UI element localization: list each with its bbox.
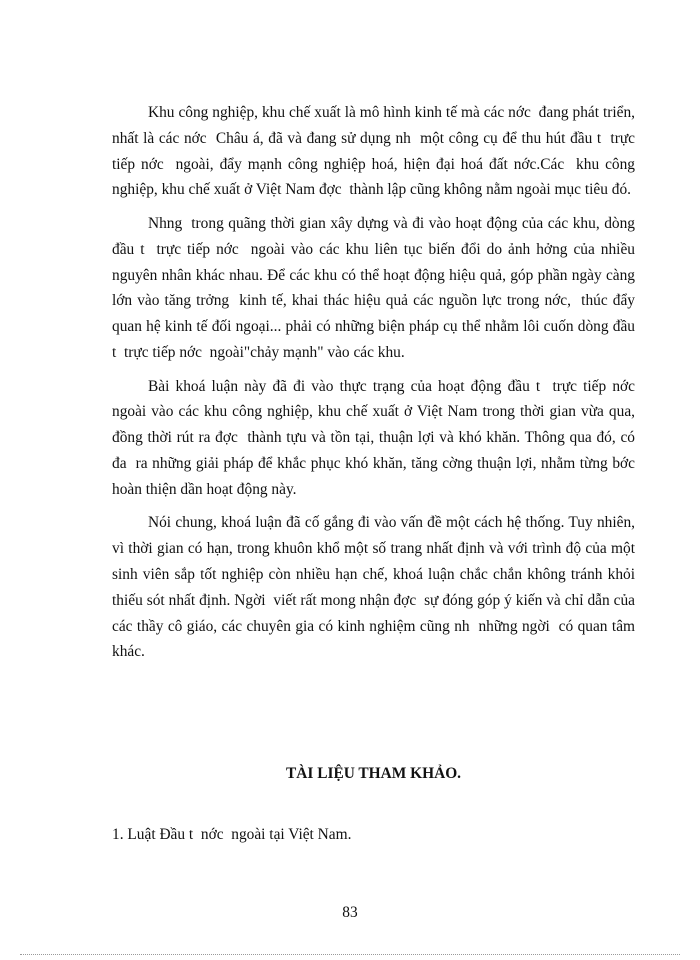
paragraph-4: Nói chung, khoá luận đã cố gắng đi vào vấn đề một cách hệ thống. Tuy nhiên, vì thời gian có hạn, trong khuôn khổ một số trang nhất định và với trình độ của một sinh viên sắp tốt nghiệp còn nhiều hạn chế, khoá luận chắc chắn không tránh khỏi thiếu sót nhất định. Ngời viết rất mong nhận đợc sự đóng góp ý kiến và chỉ dẫn của các thầy cô giáo, các chuyên gia có kinh nghiệm cũng nh những ngời có quan tâm khác. bbox=[112, 514, 639, 661]
paragraph-1: Khu công nghiệp, khu chế xuất là mô hình kinh tế mà các nớc đang phát triển, nhất là các nớc Châu á, đã và đang sử dụng nh một công cụ để thu hút đầu t trực tiếp nớc ngoài, đẩy mạnh công nghiệp hoá, hiện đại hoá đất nớc.Các khu công nghiệp, khu chế xuất ở Việt Nam đợc thành lập cũng không nằm ngoài mục tiêu đó. bbox=[112, 104, 639, 199]
references-heading: TÀI LIỆU THAM KHẢO. bbox=[285, 765, 462, 782]
page-bottom-divider bbox=[20, 954, 680, 955]
paragraph-2: Nhng trong quãng thời gian xây dựng và đi vào hoạt động của các khu, dòng đầu t trực tiếp nớc ngoài vào các khu liên tục biến đổi do ảnh hởng của nhiều nguyên nhân khác nhau. Để các khu có thể hoạt động hiệu quả, góp phần ngày càng lớn vào tăng trởng kinh tế, khai thác hiệu quả các nguồn lực trong nớc, thúc đẩy quan hệ kinh tế đối ngoại... phải có những biện pháp cụ thể nhằm lôi cuốn dòng đầu t trực tiếp nớc ngoài"chảy mạnh" vào các khu. bbox=[112, 214, 639, 361]
paragraph-3: Bài khoá luận này đã đi vào thực trạng của hoạt động đầu t trực tiếp nớc ngoài vào các khu công nghiệp, khu chế xuất ở Việt Nam trong thời gian vừa qua, đồng thời rút ra đợc thành tựu và tồn tại, thuận lợi và khó khăn. Thông qua đó, có đa ra những giải pháp để khắc phục khó khăn, tăng cờng thuận lợi, nhằm từng bớc hoàn thiện dần hoạt động này. bbox=[112, 377, 643, 498]
reference-item-1: 1. Luật Đầu t nớc ngoài tại Việt Nam. bbox=[112, 826, 352, 843]
body-text bbox=[112, 100, 643, 673]
page-number: 83 bbox=[342, 904, 358, 921]
